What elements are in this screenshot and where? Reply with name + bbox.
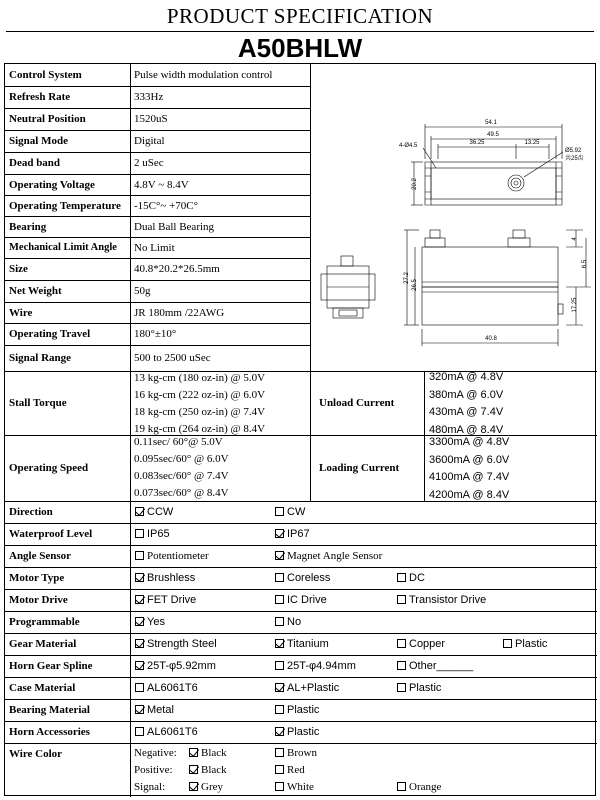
dim-label: 13.25 [524,140,540,146]
stall-torque-value: 18 kg-cm (250 oz-in) @ 7.4V [134,406,266,418]
wire-color-label: Wire Color [9,748,63,760]
title-divider [6,31,594,32]
loading-current-value: 3300mA @ 4.8V [429,436,510,448]
option-item[interactable] [135,550,209,562]
dim-label: 40.8 [485,336,497,342]
checkbox-icon[interactable] [135,727,144,736]
dim-label: 27.2 [404,272,410,284]
option-item[interactable] [397,594,486,606]
spec-value: 500 to 2500 uSec [134,352,211,364]
checkbox-icon[interactable] [275,573,284,582]
option-item[interactable] [275,704,319,716]
loading-current-value: 4100mA @ 7.4V [429,471,510,483]
option-text: Strength Steel [147,638,217,650]
option-text: Plastic [515,638,548,650]
wire-color-text: Orange [409,781,442,793]
dim-label: 26.5 [412,279,418,291]
spec-value: Pulse width modulation control [134,69,273,81]
spec-label: Bearing [9,220,47,233]
wire-role-label: Signal: [134,781,166,793]
option-text: Brushless [147,572,196,584]
checked-checkbox-icon[interactable] [135,705,144,714]
option-item[interactable] [275,682,339,694]
stall-torque-value: 19 kg-cm (264 oz-in) @ 8.4V [134,423,266,435]
checkbox-icon[interactable] [397,639,406,648]
spec-value: Digital [134,135,165,147]
dim-label: 20.2 [412,178,418,190]
checked-checkbox-icon[interactable] [135,595,144,604]
model-number: A50BHLW [237,33,363,63]
checkbox-icon[interactable] [135,683,144,692]
option-text: Metal [147,704,174,716]
spec-label: Operating Travel [9,328,91,340]
option-label: Angle Sensor [9,550,72,562]
checked-checkbox-icon[interactable] [189,782,198,791]
spec-label: Operating Temperature [9,199,121,212]
option-text: FET Drive [147,594,197,606]
option-item[interactable] [135,660,216,672]
unload-current-label: Unload Current [319,397,395,409]
stall-torque-value: 16 kg-cm (222 oz-in) @ 6.0V [134,389,266,401]
spec-value: 40.8*20.2*26.5mm [134,263,220,275]
spec-value: JR 180mm /22AWG [134,306,225,319]
option-text: 25T-φ5.92mm [147,660,216,672]
spec-label: Net Weight [9,285,62,297]
option-text: Copper [409,638,446,650]
option-text: DC [409,572,425,584]
option-item[interactable] [397,660,473,672]
operating-speed-value: 0.11sec/ 60°@ 5.0V [134,436,223,448]
stall-torque-value: 13 kg-cm (180 oz-in) @ 5.0V [134,372,266,384]
option-item[interactable] [397,572,425,584]
option-item[interactable] [275,594,327,606]
option-item[interactable] [275,572,330,584]
checked-checkbox-icon[interactable] [135,639,144,648]
option-text: No [287,616,302,628]
option-item[interactable] [135,638,217,650]
spec-label: Signal Mode [9,135,68,147]
option-item[interactable] [275,528,310,540]
option-item[interactable] [397,682,441,694]
checkbox-icon[interactable] [135,529,144,538]
dim-label: 6.5 [582,259,588,269]
dim-label: 共25齿 [565,156,584,162]
checked-checkbox-icon[interactable] [189,748,198,757]
checked-checkbox-icon[interactable] [275,727,284,736]
checkbox-icon[interactable] [275,705,284,714]
checkbox-icon[interactable] [275,748,284,757]
spec-table [4,63,596,796]
checked-checkbox-icon[interactable] [135,573,144,582]
option-text: CW [287,506,306,518]
option-text: CCW [147,506,174,518]
option-text: Potentiometer [147,550,209,562]
spec-value: No Limit [134,241,175,254]
checked-checkbox-icon[interactable] [275,683,284,692]
option-item[interactable] [135,682,198,694]
option-item[interactable] [275,660,356,672]
option-text: 25T-φ4.94mm [287,660,356,672]
checked-checkbox-icon[interactable] [135,507,144,516]
checked-checkbox-icon[interactable] [189,765,198,774]
operating-speed-label: Operating Speed [9,462,89,474]
wire-role-label: Positive: [134,764,173,776]
checkbox-icon[interactable] [503,639,512,648]
checkbox-icon[interactable] [275,661,284,670]
checkbox-icon[interactable] [275,507,284,516]
option-item[interactable] [135,572,195,584]
unload-current-value: 320mA @ 4.8V [429,371,504,383]
option-item[interactable] [135,704,174,716]
option-label: Horn Accessories [9,726,90,738]
spec-label: Dead band [9,157,61,169]
checkbox-icon[interactable] [275,782,284,791]
option-item[interactable] [275,506,305,518]
option-item[interactable] [275,638,329,650]
dim-label: 49.5 [487,132,499,138]
dim-label: 4-Ø4.5 [399,143,418,149]
wire-color-item[interactable] [189,764,227,776]
option-text: IP65 [147,528,170,540]
spec-value: 4.8V ~ 8.4V [134,178,189,191]
checkbox-icon[interactable] [397,595,406,604]
option-label: Bearing Material [9,704,90,716]
checkbox-icon[interactable] [397,661,406,670]
spec-label: Wire [9,306,33,319]
spec-label: Operating Voltage [9,178,95,191]
wire-color-text: Black [201,747,227,759]
dim-label: 4 [572,237,578,241]
checked-checkbox-icon[interactable] [275,639,284,648]
option-item[interactable] [275,616,301,628]
checkbox-icon[interactable] [135,551,144,560]
operating-speed-value: 0.095sec/60° @ 6.0V [134,453,229,465]
wire-color-item[interactable] [189,747,227,759]
option-label: Waterproof Level [9,528,93,540]
option-text: AL6061T6 [147,726,198,738]
loading-current-value: 3600mA @ 6.0V [429,453,510,466]
spec-label: Neutral Position [9,113,86,125]
loading-current-label: Loading Current [319,462,400,474]
wire-color-text: Red [287,764,305,776]
checkbox-icon[interactable] [397,683,406,692]
option-text: Other______ [409,660,474,672]
option-item[interactable] [275,726,319,738]
operating-speed-value: 0.073sec/60° @ 8.4V [134,487,229,499]
option-text: AL6061T6 [147,682,198,694]
option-text: IP67 [287,528,310,540]
spec-label: Size [9,263,28,275]
checked-checkbox-icon[interactable] [275,551,284,560]
checkbox-icon[interactable] [275,595,284,604]
dim-label: 36.25 [469,140,485,146]
option-label: Motor Type [9,572,65,584]
wire-color-item[interactable] [189,781,223,793]
spec-value: 1520uS [134,113,168,125]
option-item[interactable] [503,638,547,650]
option-label: Gear Material [9,638,77,650]
checkbox-icon[interactable] [397,782,406,791]
option-item[interactable] [135,726,198,738]
spec-label: Signal Range [9,352,72,364]
unload-current-value: 480mA @ 8.4V [429,423,504,436]
wire-color-text: White [287,781,314,793]
option-text: Yes [147,616,165,628]
spec-label: Mechanical Limit Angle [9,242,117,253]
checked-checkbox-icon[interactable] [135,661,144,670]
option-label: Horn Gear Spline [9,660,93,672]
wire-color-item[interactable] [275,747,317,759]
spec-label: Control System [9,69,82,81]
option-label: Programmable [9,616,80,628]
option-text: Plastic [409,682,442,694]
wire-color-text: Grey [201,781,223,793]
option-item[interactable] [397,638,445,650]
wire-role-label: Negative: [134,747,177,759]
option-text: Transistor Drive [409,594,487,606]
checkbox-icon[interactable] [275,617,284,626]
dim-label: 17.25 [572,297,578,313]
wire-color-item[interactable] [275,781,314,793]
wire-color-text: Black [201,764,227,776]
spec-value: 50g [134,285,151,297]
checkbox-icon[interactable] [275,765,284,774]
option-label: Case Material [9,682,76,694]
option-text: Plastic [287,704,320,716]
stall-torque-label: Stall Torque [9,397,67,409]
dim-label: 54.1 [485,120,497,126]
option-text: Magnet Angle Sensor [287,550,383,562]
wire-color-item[interactable] [397,781,441,793]
option-item[interactable] [135,594,196,606]
checked-checkbox-icon[interactable] [275,529,284,538]
spec-label: Refresh Rate [9,91,71,103]
checkbox-icon[interactable] [397,573,406,582]
wire-color-item[interactable] [275,764,305,776]
spec-value: 333Hz [134,91,164,103]
spec-value: 2 uSec [134,157,164,169]
wire-color-text: Brown [287,747,317,759]
option-item[interactable] [135,616,165,628]
option-label: Motor Drive [9,594,68,606]
operating-speed-value: 0.083sec/60° @ 7.4V [134,470,229,482]
option-text: IC Drive [287,594,327,606]
unload-current-value: 430mA @ 7.4V [429,406,504,418]
spec-value: 180°±10° [134,328,177,340]
checked-checkbox-icon[interactable] [135,617,144,626]
option-text: Coreless [287,572,331,584]
option-label: Direction [9,506,53,518]
page-title: PRODUCT SPECIFICATION [166,4,434,28]
option-item[interactable] [275,550,382,562]
option-item[interactable] [135,528,170,540]
spec-value: Dual Ball Bearing [134,220,215,233]
servo-dimension-drawing [311,64,597,371]
option-item[interactable] [135,506,173,518]
spec-value: -15C°~ +70C° [134,199,199,212]
dim-label: Ø5.92 [565,148,582,154]
unload-current-value: 380mA @ 6.0V [429,388,504,401]
option-text: Titanium [287,638,329,650]
loading-current-value: 4200mA @ 8.4V [429,488,510,501]
option-text: Plastic [287,726,320,738]
option-text: AL+Plastic [287,682,340,694]
